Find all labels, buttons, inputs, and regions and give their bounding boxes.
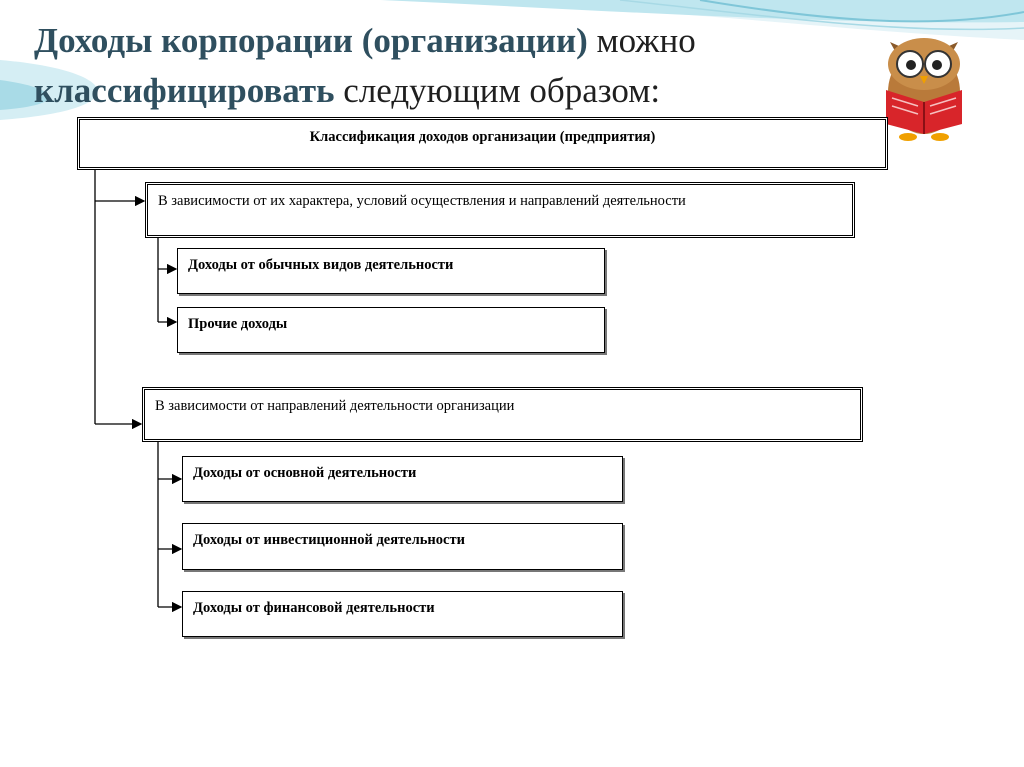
group2-label: В зависимости от направлений деятельности организации xyxy=(155,398,515,414)
title-part1: Доходы корпорации (организации) xyxy=(34,21,588,60)
root-box xyxy=(77,117,888,170)
group2-box xyxy=(142,387,863,442)
title-part4: следующим образом: xyxy=(334,71,661,110)
group1-item-0 xyxy=(177,248,605,294)
title-part3: классифицировать xyxy=(34,71,335,110)
group2-item-2 xyxy=(182,591,623,637)
group2-item-1-label: Доходы от инвестиционной деятельности xyxy=(193,532,465,548)
group1-item-0-label: Доходы от обычных видов деятельности xyxy=(188,257,454,273)
group1-item-1 xyxy=(177,307,605,353)
title-part2: можно xyxy=(587,21,696,60)
group1-item-1-label: Прочие доходы xyxy=(188,316,288,332)
group1-label: В зависимости от их характера, условий осуществления и направлений деятельности xyxy=(158,193,686,209)
group2-item-0-label: Доходы от основной деятельности xyxy=(193,465,417,481)
root-label: Классификация доходов организации (предприятия) xyxy=(309,129,656,145)
group1-box xyxy=(145,182,855,238)
group2-item-0 xyxy=(182,456,623,502)
group2-item-2-label: Доходы от финансовой деятельности xyxy=(193,600,435,616)
group2-item-1 xyxy=(182,523,623,570)
